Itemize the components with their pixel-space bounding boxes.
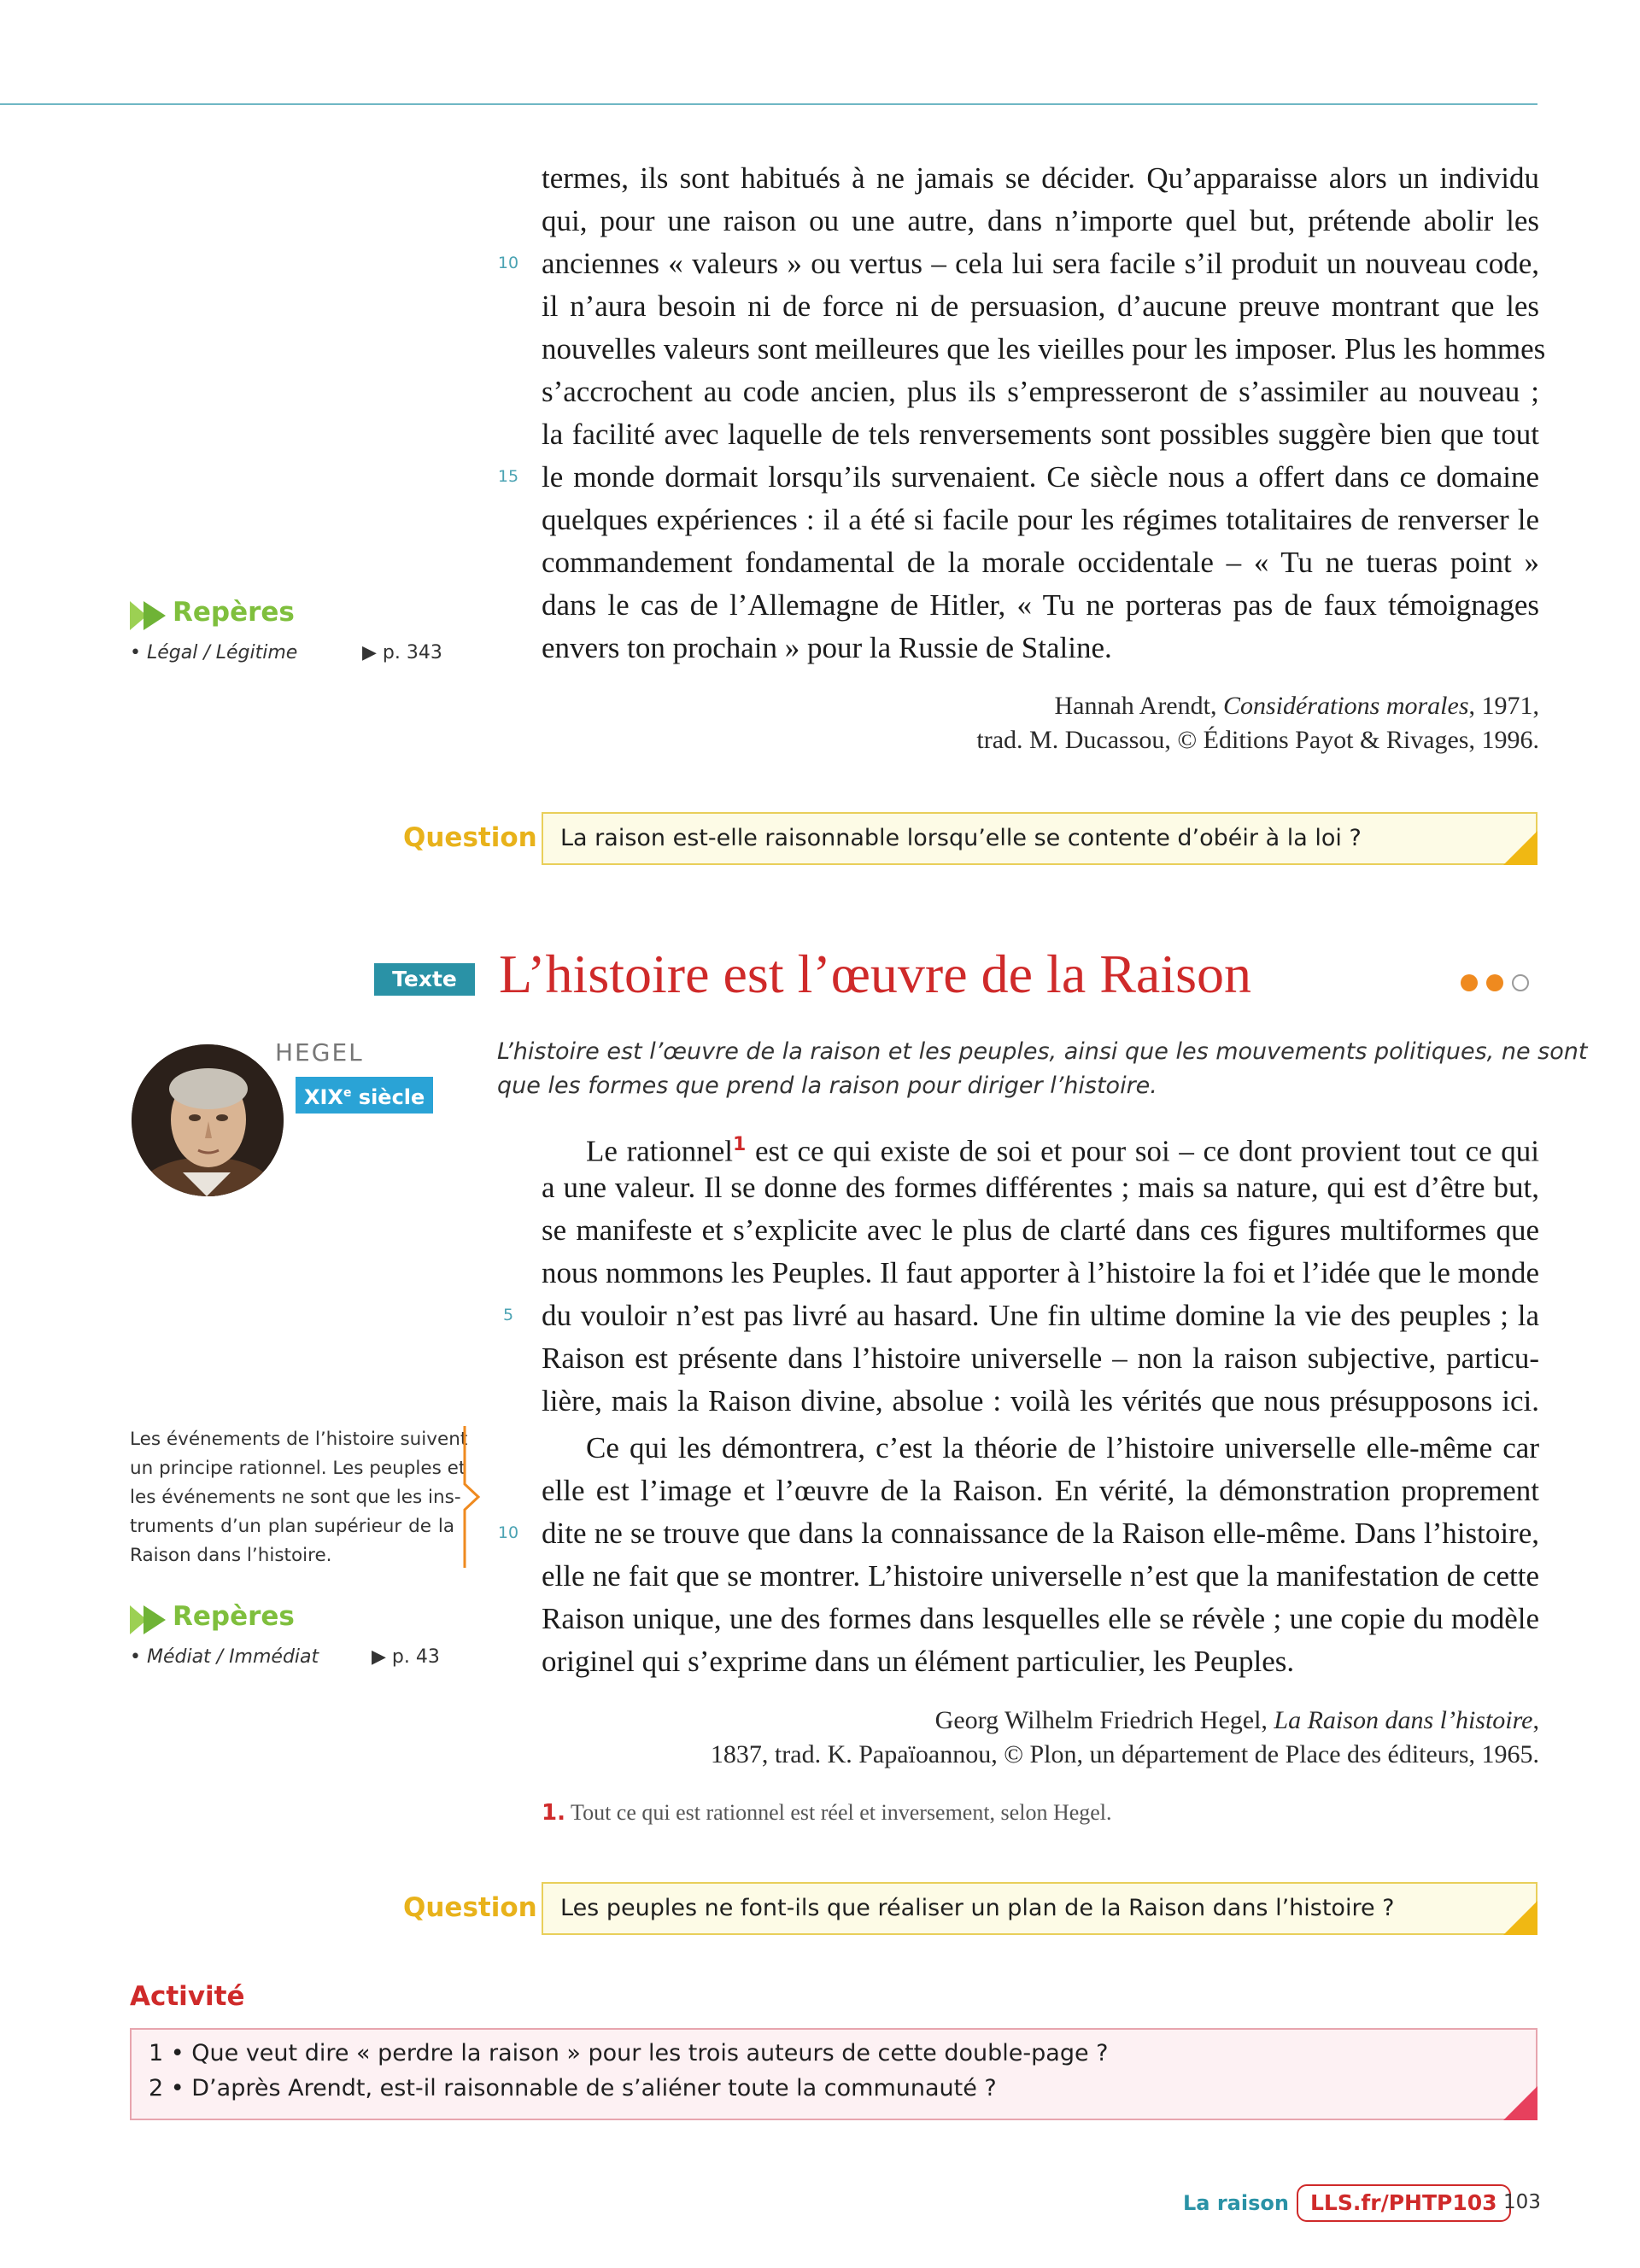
- text10-line: elle ne fait que se montrer. L’histoire universelle n’est que la manifestation de cette: [542, 1559, 1539, 1593]
- reperes-arrow-icon: [130, 1605, 166, 1634]
- difficulty-dot-filled: [1486, 974, 1503, 991]
- top-rule: [0, 103, 1538, 105]
- text-title: L’histoire est l’œuvre de la Raison: [499, 944, 1251, 1004]
- question-label: Question: [403, 1892, 537, 1923]
- century-roman: XIX: [304, 1085, 343, 1109]
- text9-line: le monde dormait lorsqu’ils survenaient. Ce siècle nous a offert dans ce domaine: [542, 460, 1539, 494]
- text10-line-start: Le rationnel: [586, 1134, 733, 1168]
- side-note-line: les événements ne sont que les ins-: [130, 1487, 461, 1508]
- text10-line: [542, 1124, 1539, 1166]
- text10-citation: [935, 1706, 1539, 1735]
- reperes-item: • Légal / Légitime: [130, 642, 298, 663]
- text10-line: Ce qui les démontrera, c’est la théorie de l’histoire universelle elle-même car: [586, 1431, 1539, 1464]
- side-note-line: Les événements de l’histoire suivent: [130, 1429, 468, 1450]
- reperes-page-link[interactable]: ▶ p. 343: [362, 642, 442, 663]
- text-intro: L’histoire est l’œuvre de la raison et les peuples, ainsi que les mouvements politiques, ne sont: [497, 1038, 1588, 1065]
- activity-label: Activité: [130, 1981, 245, 2012]
- citation-work: La Raison dans l’histoire: [1274, 1706, 1533, 1734]
- footnote-marker: 1: [732, 1134, 747, 1155]
- text10-line: a une valeur. Il se donne des formes différentes ; mais sa nature, qui est d’être but,: [542, 1171, 1539, 1204]
- text9-line: envers ton prochain » pour la Russie de Staline.: [542, 631, 1112, 664]
- text9-line: termes, ils sont habitués à ne jamais se décider. Qu’apparaisse alors un individu: [542, 161, 1539, 195]
- question-box: [542, 1882, 1538, 1935]
- footnote-number: 1.: [542, 1800, 565, 1826]
- line-number: 5: [502, 1306, 514, 1324]
- text10-line: originel qui s’exprime dans un élément particulier, les Peuples.: [542, 1645, 1295, 1678]
- text10-line-rest: est ce qui existe de soi et pour soi – ce dont provient tout ce qui: [746, 1134, 1540, 1168]
- page-number: 103: [1503, 2191, 1541, 2213]
- activity-item: 1 • Que veut dire « perdre la raison » pour les trois auteurs de cette double-page ?: [149, 2040, 1109, 2066]
- text9-line: quelques expériences : il a été si facile pour les régimes totalitaires de renverser le: [542, 503, 1539, 536]
- footer-link[interactable]: LLS.fr/PHTP103: [1297, 2184, 1511, 2222]
- line-number: 10: [497, 254, 519, 272]
- century-word: siècle: [351, 1085, 425, 1109]
- text9-line: la facilité avec laquelle de tels renversements sont possibles suggère bien que tout: [542, 418, 1539, 451]
- citation-end: ,: [1532, 1706, 1539, 1734]
- reperes-page-link[interactable]: ▶ p. 43: [372, 1646, 440, 1668]
- citation-year: , 1971,: [1468, 692, 1539, 720]
- text9-line: dans le cas de l’Allemagne de Hitler, « Tu ne porteras pas de faux témoignages: [542, 588, 1539, 622]
- reperes-item: • Médiat / Immédiat: [130, 1646, 319, 1668]
- citation-work: Considérations morales: [1222, 692, 1469, 720]
- side-note-line: truments d’un plan supérieur de la: [130, 1516, 454, 1537]
- author-name: HEGEL: [275, 1038, 364, 1067]
- citation-author: Georg Wilhelm Friedrich Hegel,: [934, 1706, 1274, 1734]
- text10-line: Raison unique, une des formes dans lesquelles elle se révèle ; une copie du modèle: [542, 1602, 1539, 1635]
- question-box: [542, 812, 1538, 865]
- footer-chapter: La raison: [1183, 2191, 1289, 2215]
- activity-box: [130, 2028, 1538, 2120]
- citation-author: Hannah Arendt,: [1054, 692, 1223, 720]
- text9-line: il n’aura besoin ni de force ni de persuasion, d’aucune preuve montrant que les: [542, 289, 1539, 323]
- text10-line: Raison est présente dans l’histoire universelle – non la raison subjective, particu-: [542, 1342, 1539, 1375]
- side-note-bracket-icon: [460, 1424, 485, 1569]
- question-corner: [1503, 831, 1538, 865]
- question-text: La raison est-elle raisonnable lorsqu’elle se contente d’obéir à la loi ?: [560, 825, 1362, 851]
- text10-line: dite ne se trouve que dans la connaissance de la Raison elle-même. Dans l’histoire,: [542, 1517, 1539, 1550]
- line-number: 15: [497, 467, 519, 486]
- text10-citation-publisher: 1837, trad. K. Papaïoannou, © Plon, un département de Place des éditeurs, 1965.: [710, 1740, 1539, 1768]
- century-badge: [296, 1077, 433, 1114]
- footnote: [542, 1800, 1112, 1826]
- author-portrait: [132, 1044, 284, 1196]
- side-note-line: un principe rationnel. Les peuples et: [130, 1458, 466, 1479]
- text10-line: se manifeste et s’explicite avec le plus de clarté dans ces figures multiformes que: [542, 1213, 1539, 1247]
- text9-line: qui, pour une raison ou une autre, dans n’importe quel but, prétende abolir les: [542, 204, 1539, 237]
- activity-corner: [1503, 2086, 1538, 2120]
- reperes-arrow-icon: [130, 601, 166, 630]
- text9-citation: [1055, 692, 1539, 721]
- text10-line: du vouloir n’est pas livré au hasard. Une fin ultime domine la vie des peuples ; la: [542, 1299, 1539, 1332]
- text9-line: anciennes « valeurs » ou vertus – cela lui sera facile s’il produit un nouveau code,: [542, 247, 1539, 280]
- text10-line: lière, mais la Raison divine, absolue : voilà les vérités que nous présupposons ici.: [542, 1384, 1539, 1418]
- question-corner: [1503, 1901, 1538, 1935]
- side-note-line: Raison dans l’histoire.: [130, 1545, 332, 1566]
- text-number-badge: Texte 10: [374, 963, 475, 996]
- activity-item: 2 • D’après Arendt, est-il raisonnable de s’aliéner toute la communauté ?: [149, 2075, 997, 2101]
- text9-citation-publisher: trad. M. Ducassou, © Éditions Payot & Rivages, 1996.: [976, 726, 1539, 754]
- text10-line: elle est l’image et l’œuvre de la Raison. En vérité, la démonstration proprement: [542, 1474, 1539, 1507]
- portrait-image: [132, 1044, 284, 1196]
- text9-line: commandement fondamental de la morale occidentale – « Tu ne tueras point »: [542, 546, 1539, 579]
- question-label: Question: [403, 822, 537, 853]
- text10-line: nous nommons les Peuples. Il faut apporter à l’histoire la foi et l’idée que le monde: [542, 1256, 1539, 1289]
- difficulty-dot-empty: [1512, 974, 1529, 991]
- text9-line: s’accrochent au code ancien, plus ils s’empresseront de s’assimiler au nouveau ;: [542, 375, 1539, 408]
- reperes-title: Repères: [173, 1601, 295, 1632]
- line-number: 10: [497, 1523, 519, 1542]
- difficulty-dot-filled: [1461, 974, 1478, 991]
- reperes-title: Repères: [173, 597, 295, 628]
- text-intro: que les formes que prend la raison pour diriger l’histoire.: [497, 1073, 1157, 1099]
- text9-line: nouvelles valeurs sont meilleures que les vieilles pour les imposer. Plus les hommes: [542, 332, 1546, 365]
- footnote-text: Tout ce qui est rationnel est réel et inversement, selon Hegel.: [565, 1800, 1112, 1825]
- century-sup: e: [343, 1086, 352, 1100]
- question-text: Les peuples ne font-ils que réaliser un plan de la Raison dans l’histoire ?: [560, 1895, 1395, 1921]
